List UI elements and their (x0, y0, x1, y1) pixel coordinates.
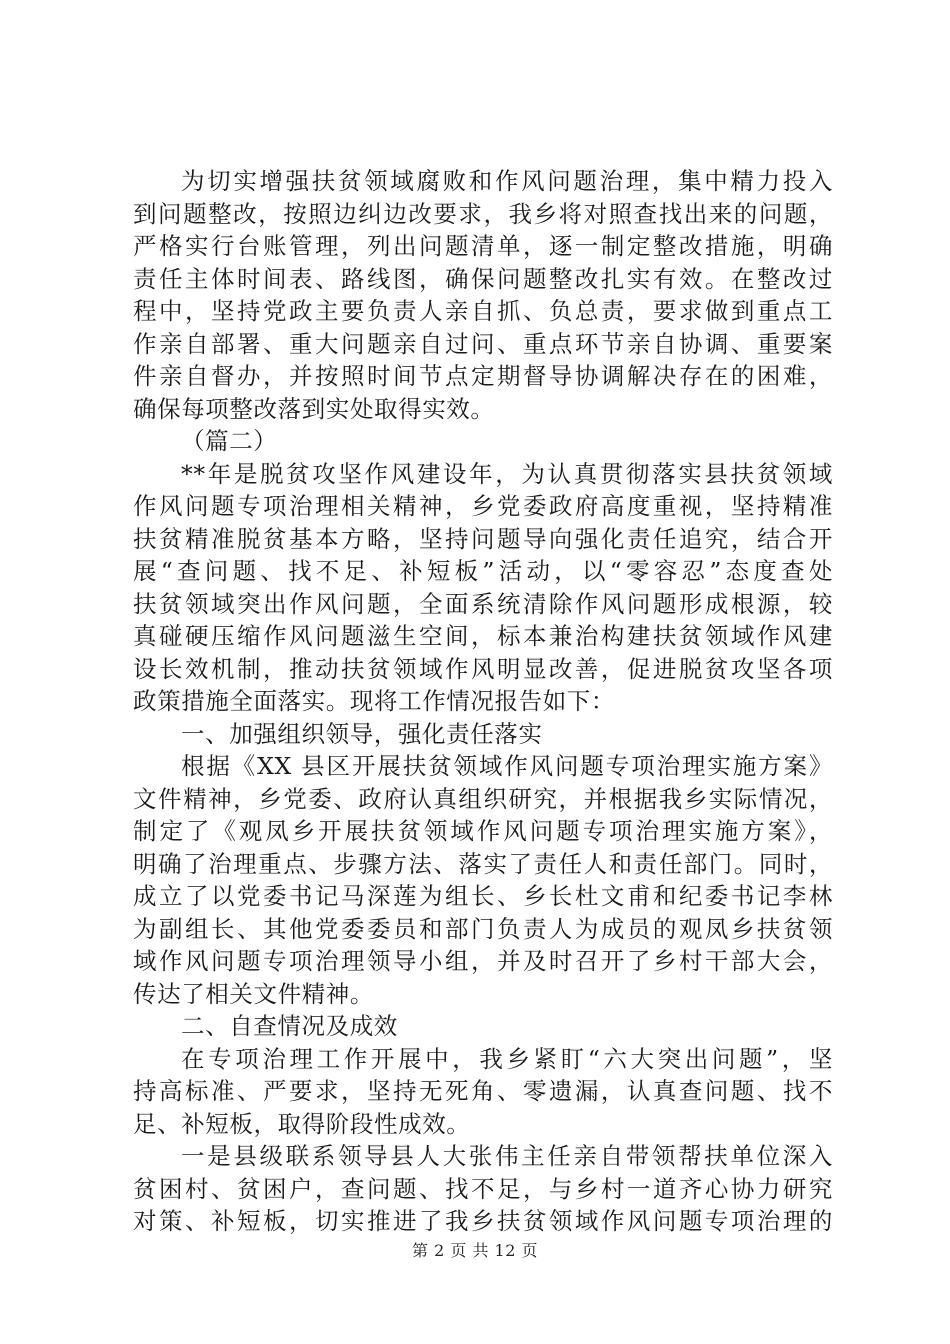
paragraph-line: 持高标准、严要求，坚持无死角、零遗漏，认真查问题、找不 (133, 1077, 833, 1105)
paragraph-line: 展“查问题、找不足、补短板”活动，以“零容忍”态度查处 (133, 557, 833, 585)
paragraph-line: 确保每项整改落到实处取得实效。 (133, 394, 495, 423)
paragraph-line: 程中，坚持党政主要负责人亲自抓、负总责，要求做到重点工 (133, 297, 833, 325)
paragraph-line: 扶贫精准脱贫基本方略，坚持问题导向强化责任追究，结合开 (133, 524, 833, 553)
section-label: （篇二） (181, 427, 278, 455)
paragraph-line: 对策、补短板，切实推进了我乡扶贫领域作风问题专项治理的 (133, 1207, 833, 1235)
paragraph-line: 责任主体时间表、路线图，确保问题整改扎实有效。在整改过 (133, 264, 833, 293)
paragraph-line: 政策措施全面落实。现将工作情况报告如下： (133, 687, 615, 715)
paragraph-line: 足、补短板，取得阶段性成效。 (133, 1109, 471, 1138)
paragraph-line: 文件精神，乡党委、政府认真组织研究，并根据我乡实际情况， (133, 784, 833, 813)
paragraph-line: 明确了治理重点、步骤方法、落实了责任人和责任部门。同时， (133, 849, 833, 878)
page-number-footer: 第 2 页 共 12 页 (412, 1241, 538, 1260)
paragraph-line: 扶贫领域突出作风问题，全面系统清除作风问题形成根源，较 (133, 589, 833, 618)
paragraph-line: 严格实行台账管理，列出问题清单，逐一制定整改措施，明确 (133, 232, 833, 260)
paragraph-line: 设长效机制，推动扶贫领域作风明显改善，促进脱贫攻坚各项 (133, 654, 833, 683)
paragraph-line: 作亲自部署、重大问题亲自过问、重点环节亲自协调、重要案 (133, 329, 833, 358)
paragraph-line: 为切实增强扶贫领域腐败和作风问题治理，集中精力投入 (181, 167, 833, 195)
paragraph-line: 到问题整改，按照边纠边改要求，我乡将对照查找出来的问题， (133, 199, 833, 228)
paragraph-line: 成立了以党委书记马深莲为组长、乡长杜文甫和纪委书记李林 (133, 882, 833, 910)
paragraph-line: 贫困村、贫困户，查问题、找不足，与乡村一道齐心协力研究 (133, 1174, 833, 1203)
paragraph-line: **年是脱贫攻坚作风建设年，为认真贯彻落实县扶贫领域 (181, 459, 833, 488)
paragraph-line: 根据《XX 县区开展扶贫领域作风问题专项治理实施方案》 (181, 752, 833, 780)
paragraph-line: 真碰硬压缩作风问题滋生空间，标本兼治构建扶贫领域作风建 (133, 622, 833, 650)
paragraph-line: 一是县级联系领导县人大张伟主任亲自带领帮扶单位深入 (181, 1142, 833, 1170)
document-body (133, 165, 833, 1238)
paragraph-line: 在专项治理工作开展中，我乡紧盯“六大突出问题”，坚 (181, 1044, 833, 1073)
paragraph-line: 作风问题专项治理相关精神，乡党委政府高度重视，坚持精准 (133, 492, 833, 520)
section-heading: 二、自查情况及成效 (181, 1012, 398, 1040)
paragraph-line: 件亲自督办，并按照时间节点定期督导协调解决存在的困难， (133, 362, 833, 390)
paragraph-line: 为副组长、其他党委委员和部门负责人为成员的观凤乡扶贫领 (133, 914, 833, 943)
paragraph-line: 制定了《观凤乡开展扶贫领域作风问题专项治理实施方案》， (133, 817, 833, 845)
paragraph-line: 传达了相关文件精神。 (133, 979, 374, 1008)
paragraph-line: 域作风问题专项治理领导小组，并及时召开了乡村干部大会， (133, 947, 833, 975)
section-heading: 一、加强组织领导，强化责任落实 (181, 719, 543, 748)
